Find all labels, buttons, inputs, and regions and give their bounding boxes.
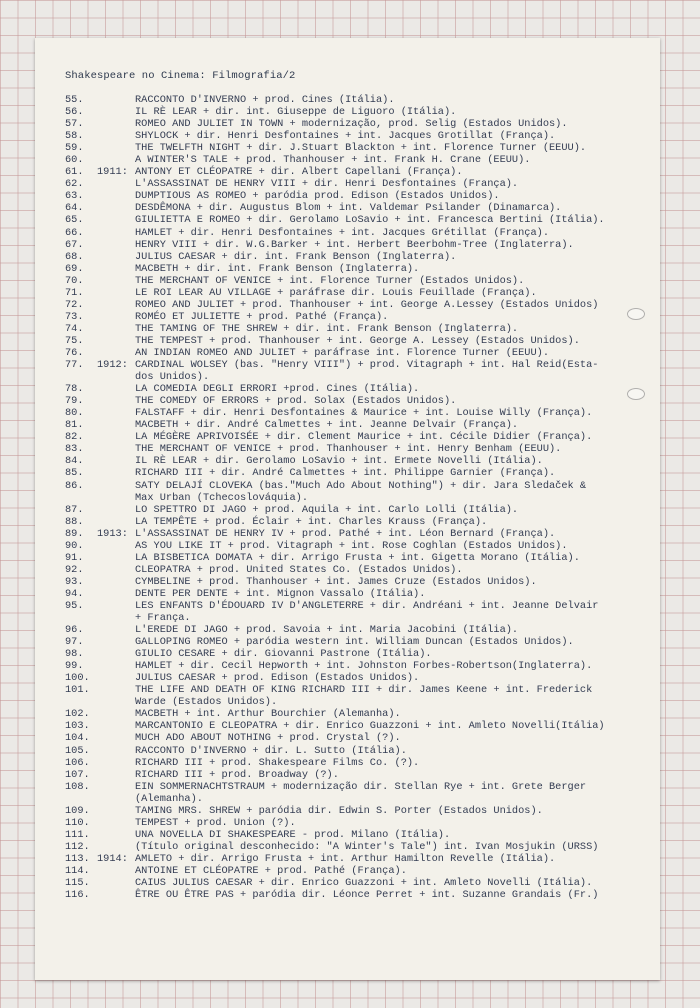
- entry-text: HAMLET + dir. Henri Desfontaines + int. Jacques Grétillat (França).: [135, 226, 550, 239]
- entry-text: AS YOU LIKE IT + prod. Vitagraph + int. Rose Coghlan (Estados Unidos).: [135, 539, 568, 552]
- entry-number: 73.: [65, 310, 84, 323]
- entry-text: ANTOINE ET CLÉOPATRE + prod. Pathé (França).: [135, 865, 407, 877]
- filmography-entry: [65, 251, 660, 263]
- entry-text: MACBETH + dir. int. Frank Benson (Inglaterra).: [135, 262, 420, 275]
- entry-number: 70.: [65, 274, 84, 287]
- entry-number: 55.: [65, 94, 84, 106]
- entry-text: DUMPTIOUS AS ROMEO + paródia prod. Edison (Estados Unidos).: [135, 190, 500, 203]
- filmography-entry: [65, 371, 660, 383]
- filmography-entry: [65, 480, 660, 492]
- entry-text: FALSTAFF + dir. Henri Desfontaines & Maurice + int. Louise Willy (França).: [135, 407, 593, 420]
- entry-number: 109.: [65, 804, 90, 817]
- entry-text: CLEOPATRA + prod. United States Co. (Estados Unidos).: [135, 563, 463, 576]
- entry-text: L'EREDE DI JAGO + prod. Savoia + int. Maria Jacobini (Itália).: [135, 624, 519, 637]
- entry-number: 69.: [65, 262, 84, 275]
- entry-text: A WINTER'S TALE + prod. Thanhouser + int. Frank H. Crane (EEUU).: [135, 154, 531, 167]
- entry-text: dos Unidos).: [135, 371, 210, 384]
- entry-number: 61.: [65, 166, 84, 179]
- filmography-entry: [65, 239, 660, 251]
- entry-number: 71.: [65, 286, 84, 299]
- entry-text: GIULIO CESARE + dir. Giovanni Pastrone (Itália).: [135, 648, 432, 661]
- entry-number: 63.: [65, 190, 84, 203]
- filmography-entry: [65, 684, 660, 696]
- filmography-entry: [65, 708, 660, 720]
- filmography-entry: [65, 347, 660, 359]
- entry-text: JULIUS CAESAR + dir. int. Frank Benson (Inglaterra).: [135, 250, 457, 263]
- entry-text: THE MERCHANT OF VENICE + prod. Thanhouser + int. Henry Benham (EEUU).: [135, 443, 562, 456]
- entry-number: 95.: [65, 599, 84, 612]
- filmography-entry: [65, 504, 660, 516]
- filmography-entry: [65, 94, 660, 106]
- entry-text: + França.: [135, 612, 191, 625]
- entry-number: 58.: [65, 130, 84, 143]
- entry-number: 93.: [65, 575, 84, 588]
- filmography-entry: [65, 130, 660, 142]
- entry-number: 101.: [65, 684, 90, 697]
- entry-text: MACBETH + int. Arthur Bourchier (Alemanha).: [135, 708, 401, 721]
- filmography-entry: [65, 202, 660, 214]
- filmography-entry: [65, 214, 660, 226]
- entry-text: LES ENFANTS D'ÉDOUARD IV D'ANGLETERRE + dir. Andréani + int. Jeanne Delvair: [135, 599, 599, 612]
- filmography-entry: [65, 540, 660, 552]
- entry-number: 64.: [65, 202, 84, 215]
- entry-number: 98.: [65, 648, 84, 661]
- filmography-entry: [65, 335, 660, 347]
- filmography-entry: [65, 492, 660, 504]
- entry-text: GALLOPING ROMEO + paródia western int. William Duncan (Estados Unidos).: [135, 636, 574, 649]
- entry-text: MACBETH + dir. André Calmettes + int. Jeanne Delvair (França).: [135, 419, 519, 432]
- entry-number: 56.: [65, 106, 84, 119]
- filmography-entry: [65, 877, 660, 889]
- filmography-entry: [65, 564, 660, 576]
- entry-text: THE COMEDY OF ERRORS + prod. Solax (Estados Unidos).: [135, 395, 457, 408]
- entry-text: CARDINAL WOLSEY (bas. "Henry VIII") + prod. Vitagraph + int. Hal Reid(Esta-: [135, 359, 599, 372]
- entry-text: HENRY VIII + dir. W.G.Barker + int. Herbert Beerbohm-Tree (Inglaterra).: [135, 238, 574, 251]
- entry-number: 68.: [65, 250, 84, 263]
- entry-text: ÊTRE OU ÊTRE PAS + paródia dir. Léonce Perret + int. Suzanne Grandais (Fr.): [135, 889, 599, 902]
- entry-text: Warde (Estados Unidos).: [135, 696, 278, 709]
- entry-text: ROMÉO ET JULIETTE + prod. Pathé (França).: [135, 310, 389, 323]
- entry-text: UNA NOVELLA DI SHAKESPEARE - prod. Milano (Itália).: [135, 828, 451, 841]
- entry-text: IL RÈ LEAR + dir. int. Giuseppe de Liguoro (Itália).: [135, 106, 457, 119]
- filmography-entry: [65, 323, 660, 335]
- entry-text: LO SPETTRO DI JAGO + prod. Aquila + int. Carlo Lolli (Itália).: [135, 503, 519, 516]
- entry-text: TAMING MRS. SHREW + paródia dir. Edwin S. Porter (Estados Unidos).: [135, 804, 543, 817]
- entry-text: SATY DELAJÍ CLOVEKA (bas."Much Ado About Nothing") + dir. Jara Sledaček &: [135, 479, 587, 492]
- filmography-entry: [65, 455, 660, 467]
- filmography-entry: [65, 588, 660, 600]
- entry-year: 1913:: [97, 527, 128, 540]
- entry-number: 96.: [65, 624, 84, 637]
- filmography-entry: [65, 106, 660, 118]
- filmography-entry: [65, 528, 660, 540]
- entry-text: RICHARD III + prod. Broadway (?).: [135, 768, 339, 781]
- entry-number: 57.: [65, 118, 84, 131]
- filmography-entry: [65, 190, 660, 202]
- entry-year: 1911:: [97, 166, 128, 179]
- entry-number: 87.: [65, 503, 84, 516]
- entry-number: 78.: [65, 383, 84, 396]
- entry-number: 114.: [65, 865, 90, 877]
- entry-text: DENTE PER DENTE + int. Mignon Vassalo (Itália).: [135, 587, 426, 600]
- entry-text: MARCANTONIO E CLEOPATRA + dir. Enrico Guazzoni + int. Amleto Novelli(Itália): [135, 720, 605, 733]
- filmography-entry: [65, 865, 660, 877]
- filmography-entry: [65, 359, 660, 371]
- entry-number: 103.: [65, 720, 90, 733]
- entry-number: 59.: [65, 142, 84, 155]
- filmography-entry: [65, 841, 660, 853]
- filmography-entry: [65, 793, 660, 805]
- entry-number: 85.: [65, 467, 84, 480]
- entry-text: THE TAMING OF THE SHREW + dir. int. Frank Benson (Inglaterra).: [135, 322, 519, 335]
- filmography-entry: [65, 624, 660, 636]
- entry-number: 76.: [65, 346, 84, 359]
- entry-number: 107.: [65, 768, 90, 781]
- entry-number: 97.: [65, 636, 84, 649]
- entry-text: ROMEO AND JULIET + prod. Thanhouser + int. George A.Lessey (Estados Unidos): [135, 298, 599, 311]
- entry-number: 88.: [65, 515, 84, 528]
- entry-number: 115.: [65, 877, 90, 890]
- entry-text: THE TWELFTH NIGHT + dir. J.Stuart Blackton + int. Florence Turner (EEUU).: [135, 142, 587, 155]
- entry-text: L'ASSASSINAT DE HENRY IV + prod. Pathé + int. Léon Bernard (França).: [135, 527, 556, 540]
- entry-text: RICHARD III + dir. André Calmettes + int. Philippe Garnier (França).: [135, 467, 556, 480]
- entry-number: 82.: [65, 431, 84, 444]
- filmography-entry: [65, 781, 660, 793]
- entry-number: 67.: [65, 238, 84, 251]
- entry-number: 81.: [65, 419, 84, 432]
- entry-number: 92.: [65, 563, 84, 576]
- filmography-entry: [65, 576, 660, 588]
- entry-number: 104.: [65, 732, 90, 745]
- filmography-entry: [65, 732, 660, 744]
- entry-number: 90.: [65, 539, 84, 552]
- filmography-entry: [65, 636, 660, 648]
- filmography-entry: [65, 419, 660, 431]
- entry-number: 100.: [65, 672, 90, 685]
- filmography-entry: [65, 383, 660, 395]
- entry-text: L'ASSASSINAT DE HENRY VIII + dir. Henri Desfontaines (França).: [135, 178, 519, 191]
- entry-number: 60.: [65, 154, 84, 167]
- entry-text: CYMBELINE + prod. Thanhouser + int. James Cruze (Estados Unidos).: [135, 575, 537, 588]
- entry-number: 66.: [65, 226, 84, 239]
- filmography-entry: [65, 612, 660, 624]
- filmography-entry: [65, 769, 660, 781]
- filmography-entry: [65, 648, 660, 660]
- entry-number: 113.: [65, 852, 90, 865]
- filmography-entry: [65, 853, 660, 865]
- filmography-entry: [65, 299, 660, 311]
- entry-number: 80.: [65, 407, 84, 420]
- filmography-entry: [65, 889, 660, 901]
- filmography-entry: [65, 660, 660, 672]
- entry-number: 74.: [65, 322, 84, 335]
- entry-text: RACCONTO D'INVERNO + dir. L. Sutto (Itália).: [135, 744, 407, 757]
- filmography-entry: [65, 263, 660, 275]
- entry-text: (Alemanha).: [135, 792, 203, 805]
- entry-number: 94.: [65, 587, 84, 600]
- entry-text: GIULIETTA E ROMEO + dir. Gerolamo LoSavio + int. Francesca Bertini (Itália).: [135, 214, 605, 227]
- entry-text: DESDÊMONA + dir. Augustus Blom + int. Valdemar Psilander (Dinamarca).: [135, 202, 562, 215]
- filmography-entry: [65, 757, 660, 769]
- filmography-entry: [65, 672, 660, 684]
- filmography-entry: [65, 118, 660, 130]
- document-page: [35, 38, 660, 980]
- entry-number: 106.: [65, 756, 90, 769]
- filmography-entry: [65, 178, 660, 190]
- filmography-entry: [65, 166, 660, 178]
- entry-text: HAMLET + dir. Cecil Hepworth + int. Johnston Forbes-Robertson(Inglaterra).: [135, 660, 593, 673]
- filmography-entry: [65, 600, 660, 612]
- filmography-entry: [65, 720, 660, 732]
- entry-text: LA BISBETICA DOMATA + dir. Arrigo Frusta + int. Gigetta Morano (Itália).: [135, 551, 580, 564]
- entry-number: 62.: [65, 178, 84, 191]
- entry-text: LA TEMPÊTE + prod. Éclair + int. Charles Krauss (França).: [135, 515, 488, 528]
- entry-number: 86.: [65, 479, 84, 492]
- filmography-entry: [65, 395, 660, 407]
- entry-text: THE LIFE AND DEATH OF KING RICHARD III + dir. James Keene + int. Frederick: [135, 684, 593, 697]
- entry-text: EIN SOMMERNACHTSTRAUM + modernização dir. Stellan Rye + int. Grete Berger: [135, 780, 587, 793]
- entry-text: Max Urban (Tchecoslováquia).: [135, 491, 309, 504]
- entry-text: TEMPEST + prod. Union (?).: [135, 816, 296, 829]
- entry-text: MUCH ADO ABOUT NOTHING + prod. Crystal (?).: [135, 732, 401, 745]
- filmography-entry: [65, 287, 660, 299]
- entry-text: IL RÈ LEAR + dir. Gerolamo LoSavio + int. Ermete Novelli (Itália).: [135, 455, 543, 468]
- entry-text: (Título original desconhecido: "A Winter's Tale") int. Ivan Mosjukin (URSS): [135, 840, 599, 853]
- entry-text: THE MERCHANT OF VENICE + int. Florence Turner (Estados Unidos).: [135, 274, 525, 287]
- entry-text: LE ROI LEAR AU VILLAGE + paráfrase dir. Louis Feuillade (França).: [135, 286, 537, 299]
- entry-number: 75.: [65, 334, 84, 347]
- filmography-entry: [65, 227, 660, 239]
- entry-text: THE TEMPEST + prod. Thanhouser + int. George A. Lessey (Estados Unidos).: [135, 334, 580, 347]
- filmography-entry: [65, 311, 660, 323]
- entry-year: 1912:: [97, 359, 128, 372]
- entry-text: LA MÉGÈRE APRIVOISÉE + dir. Clement Maurice + int. Cécile Didier (França).: [135, 431, 593, 444]
- entry-text: AN INDIAN ROMEO AND JULIET + paráfrase int. Florence Turner (EEUU).: [135, 346, 550, 359]
- entry-text: SHYLOCK + dir. Henri Desfontaines + int. Jacques Grotillat (França).: [135, 130, 556, 143]
- entry-text: JULIUS CAESAR + prod. Edison (Estados Unidos).: [135, 672, 420, 685]
- entry-text: ROMEO AND JULIET IN TOWN + modernização, prod. Selig (Estados Unidos).: [135, 118, 568, 131]
- entry-number: 79.: [65, 395, 84, 408]
- entry-text: ANTONY ET CLÉOPATRE + dir. Albert Capellani (França).: [135, 166, 463, 179]
- entry-number: 112.: [65, 840, 90, 853]
- entry-number: 105.: [65, 744, 90, 757]
- entry-number: 111.: [65, 828, 90, 841]
- entry-text: RACCONTO D'INVERNO + prod. Cines (Itália).: [135, 94, 395, 106]
- entry-number: 65.: [65, 214, 84, 227]
- filmography-entry: [65, 142, 660, 154]
- entry-number: 72.: [65, 298, 84, 311]
- filmography-entry: [65, 467, 660, 479]
- entry-text: CAIUS JULIUS CAESAR + dir. Enrico Guazzoni + int. Amleto Novelli (Itália).: [135, 877, 593, 890]
- filmography-list: [65, 94, 660, 901]
- filmography-entry: [65, 805, 660, 817]
- entry-number: 108.: [65, 780, 90, 793]
- entry-number: 89.: [65, 527, 84, 540]
- entry-number: 83.: [65, 443, 84, 456]
- entry-text: AMLETO + dir. Arrigo Frusta + int. Arthur Hamilton Revelle (Itália).: [135, 852, 556, 865]
- entry-text: LA COMEDIA DEGLI ERRORI +prod. Cines (Itália).: [135, 383, 420, 396]
- entry-text: RICHARD III + prod. Shakespeare Films Co. (?).: [135, 756, 420, 769]
- entry-number: 116.: [65, 889, 90, 902]
- filmography-entry: [65, 552, 660, 564]
- filmography-entry: [65, 431, 660, 443]
- filmography-entry: [65, 696, 660, 708]
- entry-year: 1914:: [97, 852, 128, 865]
- entry-number: 99.: [65, 660, 84, 673]
- entry-number: 84.: [65, 455, 84, 468]
- filmography-entry: [65, 154, 660, 166]
- filmography-entry: [65, 745, 660, 757]
- filmography-entry: [65, 407, 660, 419]
- filmography-entry: [65, 516, 660, 528]
- entry-number: 77.: [65, 359, 84, 372]
- filmography-entry: [65, 275, 660, 287]
- entry-number: 91.: [65, 551, 84, 564]
- entry-number: 102.: [65, 708, 90, 721]
- filmography-entry: [65, 443, 660, 455]
- filmography-entry: [65, 817, 660, 829]
- filmography-entry: [65, 829, 660, 841]
- document-title: Shakespeare no Cinema: Filmografia/2: [65, 70, 296, 82]
- entry-number: 110.: [65, 816, 90, 829]
